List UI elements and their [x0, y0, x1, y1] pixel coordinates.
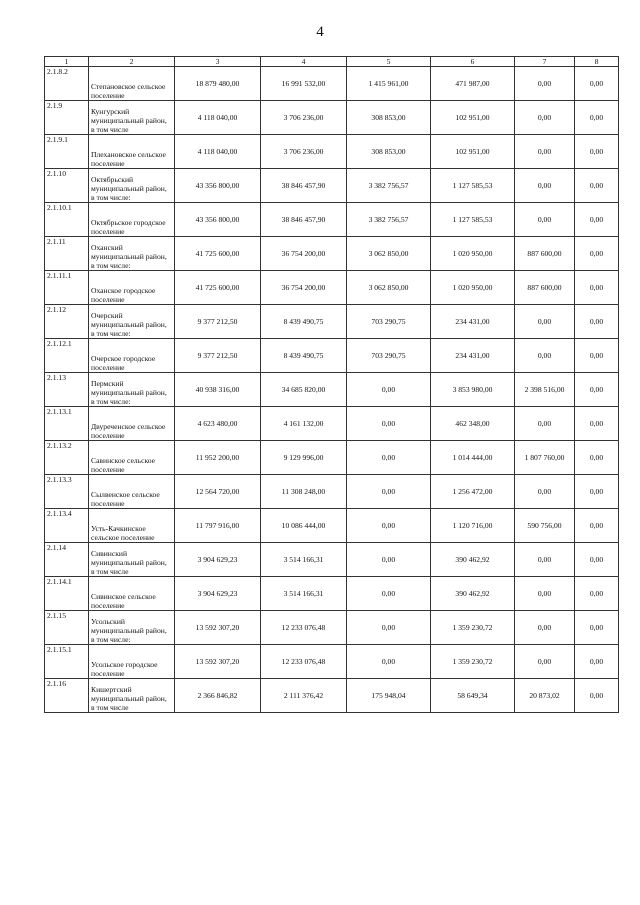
amount-cell-col7: 887 600,00: [515, 271, 575, 305]
amount-cell-col8: 0,00: [575, 611, 619, 645]
amount-cell-col8: 0,00: [575, 475, 619, 509]
row-code-cell: 2.1.14: [45, 543, 89, 577]
row-name-cell: Пермский муниципальный район, в том числе:: [89, 373, 175, 407]
amount-cell-col8: 0,00: [575, 407, 619, 441]
amount-cell-col3: 43 356 800,00: [175, 169, 261, 203]
amount-cell-col3: 9 377 212,50: [175, 305, 261, 339]
row-name-cell: Октябрьский муниципальный район, в том числе:: [89, 169, 175, 203]
page-number: 4: [316, 24, 324, 40]
amount-cell-col8: 0,00: [575, 509, 619, 543]
amount-cell-col6: 471 987,00: [431, 67, 515, 101]
row-name-cell: Сивинское сельское поселение: [89, 577, 175, 611]
amount-cell-col8: 0,00: [575, 169, 619, 203]
amount-cell-col4: 10 086 444,00: [261, 509, 347, 543]
amount-cell-col4: 3 514 166,31: [261, 577, 347, 611]
column-header: 4: [261, 57, 347, 67]
amount-cell-col7: 0,00: [515, 611, 575, 645]
amount-cell-col6: 1 014 444,00: [431, 441, 515, 475]
row-code-cell: 2.1.13.3: [45, 475, 89, 509]
amount-cell-col3: 9 377 212,50: [175, 339, 261, 373]
amount-cell-col4: 9 129 996,00: [261, 441, 347, 475]
column-header: 8: [575, 57, 619, 67]
row-code-cell: 2.1.11: [45, 237, 89, 271]
amount-cell-col8: 0,00: [575, 679, 619, 713]
amount-cell-col8: 0,00: [575, 577, 619, 611]
amount-cell-col4: 3 514 166,31: [261, 543, 347, 577]
amount-cell-col7: 0,00: [515, 407, 575, 441]
column-header: 6: [431, 57, 515, 67]
row-name-cell: Усольский муниципальный район, в том числе:: [89, 611, 175, 645]
row-code-cell: 2.1.13: [45, 373, 89, 407]
amount-cell-col4: 38 846 457,90: [261, 203, 347, 237]
amount-cell-col7: 590 756,00: [515, 509, 575, 543]
amount-cell-col7: 0,00: [515, 645, 575, 679]
amount-cell-col7: 0,00: [515, 543, 575, 577]
table-row: [45, 373, 619, 407]
amount-cell-col8: 0,00: [575, 373, 619, 407]
amount-cell-col6: 234 431,00: [431, 339, 515, 373]
amount-cell-col5: 0,00: [347, 645, 431, 679]
row-code-cell: 2.1.9.1: [45, 135, 89, 169]
row-name-cell: Оханское городское поселение: [89, 271, 175, 305]
amount-cell-col4: 11 308 248,00: [261, 475, 347, 509]
amount-cell-col4: 2 111 376,42: [261, 679, 347, 713]
amount-cell-col7: 0,00: [515, 67, 575, 101]
row-code-cell: 2.1.12.1: [45, 339, 89, 373]
amount-cell-col3: 4 118 040,00: [175, 135, 261, 169]
row-code-cell: 2.1.10.1: [45, 203, 89, 237]
amount-cell-col3: 11 797 916,00: [175, 509, 261, 543]
amount-cell-col8: 0,00: [575, 237, 619, 271]
amount-cell-col8: 0,00: [575, 203, 619, 237]
amount-cell-col8: 0,00: [575, 305, 619, 339]
table-row: [45, 577, 619, 611]
amount-cell-col7: 0,00: [515, 475, 575, 509]
amount-cell-col6: 102 951,00: [431, 101, 515, 135]
amount-cell-col3: 3 904 629,23: [175, 543, 261, 577]
row-name-cell: Сивинский муниципальный район, в том числе: [89, 543, 175, 577]
column-header: 1: [45, 57, 89, 67]
amount-cell-col5: 0,00: [347, 407, 431, 441]
table-row: [45, 611, 619, 645]
row-code-cell: 2.1.8.2: [45, 67, 89, 101]
amount-cell-col5: 0,00: [347, 611, 431, 645]
amount-cell-col5: 0,00: [347, 373, 431, 407]
amount-cell-col4: 16 991 532,00: [261, 67, 347, 101]
amount-cell-col3: 12 564 720,00: [175, 475, 261, 509]
amount-cell-col3: 13 592 307,20: [175, 645, 261, 679]
amount-cell-col4: 8 439 490,75: [261, 305, 347, 339]
row-name-cell: Очерское городское поселение: [89, 339, 175, 373]
table-row: [45, 509, 619, 543]
amount-cell-col3: 4 623 480,00: [175, 407, 261, 441]
amount-cell-col6: 1 256 472,00: [431, 475, 515, 509]
column-header: 5: [347, 57, 431, 67]
row-code-cell: 2.1.16: [45, 679, 89, 713]
amount-cell-col7: 0,00: [515, 169, 575, 203]
table-row: [45, 645, 619, 679]
amount-cell-col6: 3 853 980,00: [431, 373, 515, 407]
column-header: 7: [515, 57, 575, 67]
amount-cell-col3: 41 725 600,00: [175, 237, 261, 271]
amount-cell-col3: 11 952 200,00: [175, 441, 261, 475]
table-row: [45, 339, 619, 373]
amount-cell-col6: 462 348,00: [431, 407, 515, 441]
amount-cell-col4: 36 754 200,00: [261, 237, 347, 271]
amount-cell-col6: 1 127 585,53: [431, 169, 515, 203]
amount-cell-col8: 0,00: [575, 101, 619, 135]
row-code-cell: 2.1.15.1: [45, 645, 89, 679]
amount-cell-col5: 3 062 850,00: [347, 237, 431, 271]
amount-cell-col3: 18 879 480,00: [175, 67, 261, 101]
table-row: [45, 101, 619, 135]
row-name-cell: Плехановское сельское поселение: [89, 135, 175, 169]
table-row: [45, 475, 619, 509]
row-name-cell: Октябрьское городское поселение: [89, 203, 175, 237]
amount-cell-col7: 0,00: [515, 203, 575, 237]
table-row: [45, 169, 619, 203]
amount-cell-col6: 1 359 230,72: [431, 611, 515, 645]
row-name-cell: Кунгурский муниципальный район, в том числе: [89, 101, 175, 135]
amount-cell-col7: 20 873,02: [515, 679, 575, 713]
column-header: 3: [175, 57, 261, 67]
amount-cell-col5: 175 948,04: [347, 679, 431, 713]
row-name-cell: Кишертский муниципальный район, в том числе: [89, 679, 175, 713]
table-row: [45, 407, 619, 441]
row-name-cell: Оханский муниципальный район, в том числе:: [89, 237, 175, 271]
amount-cell-col6: 1 020 950,00: [431, 271, 515, 305]
amount-cell-col4: 12 233 076,48: [261, 611, 347, 645]
amount-cell-col4: 3 706 236,00: [261, 101, 347, 135]
amount-cell-col5: 0,00: [347, 543, 431, 577]
amount-cell-col4: 34 685 820,00: [261, 373, 347, 407]
amount-cell-col3: 13 592 307,20: [175, 611, 261, 645]
amount-cell-col3: 3 904 629,23: [175, 577, 261, 611]
amount-cell-col4: 12 233 076,48: [261, 645, 347, 679]
amount-cell-col7: 0,00: [515, 339, 575, 373]
amount-cell-col5: 1 415 961,00: [347, 67, 431, 101]
amount-cell-col8: 0,00: [575, 645, 619, 679]
row-name-cell: Савинское сельское поселение: [89, 441, 175, 475]
amount-cell-col5: 0,00: [347, 441, 431, 475]
amount-cell-col6: 390 462,92: [431, 577, 515, 611]
table-body: [45, 67, 619, 713]
amount-cell-col7: 0,00: [515, 101, 575, 135]
amount-cell-col5: 703 290,75: [347, 305, 431, 339]
amount-cell-col4: 4 161 132,00: [261, 407, 347, 441]
amount-cell-col5: 308 853,00: [347, 101, 431, 135]
table-row: [45, 203, 619, 237]
row-code-cell: 2.1.9: [45, 101, 89, 135]
amount-cell-col8: 0,00: [575, 271, 619, 305]
table-row: [45, 305, 619, 339]
amount-cell-col4: 36 754 200,00: [261, 271, 347, 305]
amount-cell-col7: 2 398 516,00: [515, 373, 575, 407]
row-code-cell: 2.1.14.1: [45, 577, 89, 611]
amount-cell-col5: 3 382 756,57: [347, 203, 431, 237]
amount-cell-col7: 0,00: [515, 577, 575, 611]
row-code-cell: 2.1.13.4: [45, 509, 89, 543]
amount-cell-col8: 0,00: [575, 339, 619, 373]
row-name-cell: Степановское сельское поселение: [89, 67, 175, 101]
amount-cell-col6: 1 120 716,00: [431, 509, 515, 543]
amount-cell-col5: 308 853,00: [347, 135, 431, 169]
row-name-cell: Двуреченское сельское поселение: [89, 407, 175, 441]
amount-cell-col7: 0,00: [515, 305, 575, 339]
table-row: [45, 271, 619, 305]
row-code-cell: 2.1.13.2: [45, 441, 89, 475]
table-row: [45, 679, 619, 713]
amount-cell-col6: 1 020 950,00: [431, 237, 515, 271]
amount-cell-col7: 887 600,00: [515, 237, 575, 271]
amount-cell-col6: 102 951,00: [431, 135, 515, 169]
amount-cell-col3: 43 356 800,00: [175, 203, 261, 237]
amount-cell-col4: 38 846 457,90: [261, 169, 347, 203]
amount-cell-col6: 234 431,00: [431, 305, 515, 339]
table-row: [45, 135, 619, 169]
table-row: [45, 543, 619, 577]
amount-cell-col3: 40 938 316,00: [175, 373, 261, 407]
amount-cell-col3: 4 118 040,00: [175, 101, 261, 135]
amount-cell-col7: 1 807 760,00: [515, 441, 575, 475]
row-name-cell: Сылвенское сельское поселение: [89, 475, 175, 509]
budget-table: [44, 56, 619, 713]
table-row: [45, 67, 619, 101]
amount-cell-col4: 3 706 236,00: [261, 135, 347, 169]
amount-cell-col5: 0,00: [347, 577, 431, 611]
amount-cell-col8: 0,00: [575, 67, 619, 101]
row-code-cell: 2.1.12: [45, 305, 89, 339]
row-name-cell: Усть-Качкинское сельское поселение: [89, 509, 175, 543]
amount-cell-col3: 41 725 600,00: [175, 271, 261, 305]
row-code-cell: 2.1.11.1: [45, 271, 89, 305]
amount-cell-col3: 2 366 846,82: [175, 679, 261, 713]
amount-cell-col4: 8 439 490,75: [261, 339, 347, 373]
column-number-row: [45, 57, 619, 67]
row-code-cell: 2.1.13.1: [45, 407, 89, 441]
amount-cell-col8: 0,00: [575, 543, 619, 577]
amount-cell-col5: 3 382 756,57: [347, 169, 431, 203]
amount-cell-col8: 0,00: [575, 135, 619, 169]
column-header: 2: [89, 57, 175, 67]
amount-cell-col5: 0,00: [347, 509, 431, 543]
amount-cell-col5: 703 290,75: [347, 339, 431, 373]
table-row: [45, 237, 619, 271]
amount-cell-col8: 0,00: [575, 441, 619, 475]
amount-cell-col5: 0,00: [347, 475, 431, 509]
amount-cell-col6: 390 462,92: [431, 543, 515, 577]
row-code-cell: 2.1.15: [45, 611, 89, 645]
amount-cell-col6: 58 649,34: [431, 679, 515, 713]
amount-cell-col6: 1 127 585,53: [431, 203, 515, 237]
amount-cell-col6: 1 359 230,72: [431, 645, 515, 679]
row-code-cell: 2.1.10: [45, 169, 89, 203]
row-name-cell: Усольское городское поселение: [89, 645, 175, 679]
amount-cell-col5: 3 062 850,00: [347, 271, 431, 305]
amount-cell-col7: 0,00: [515, 135, 575, 169]
row-name-cell: Очерский муниципальный район, в том числе:: [89, 305, 175, 339]
table-row: [45, 441, 619, 475]
